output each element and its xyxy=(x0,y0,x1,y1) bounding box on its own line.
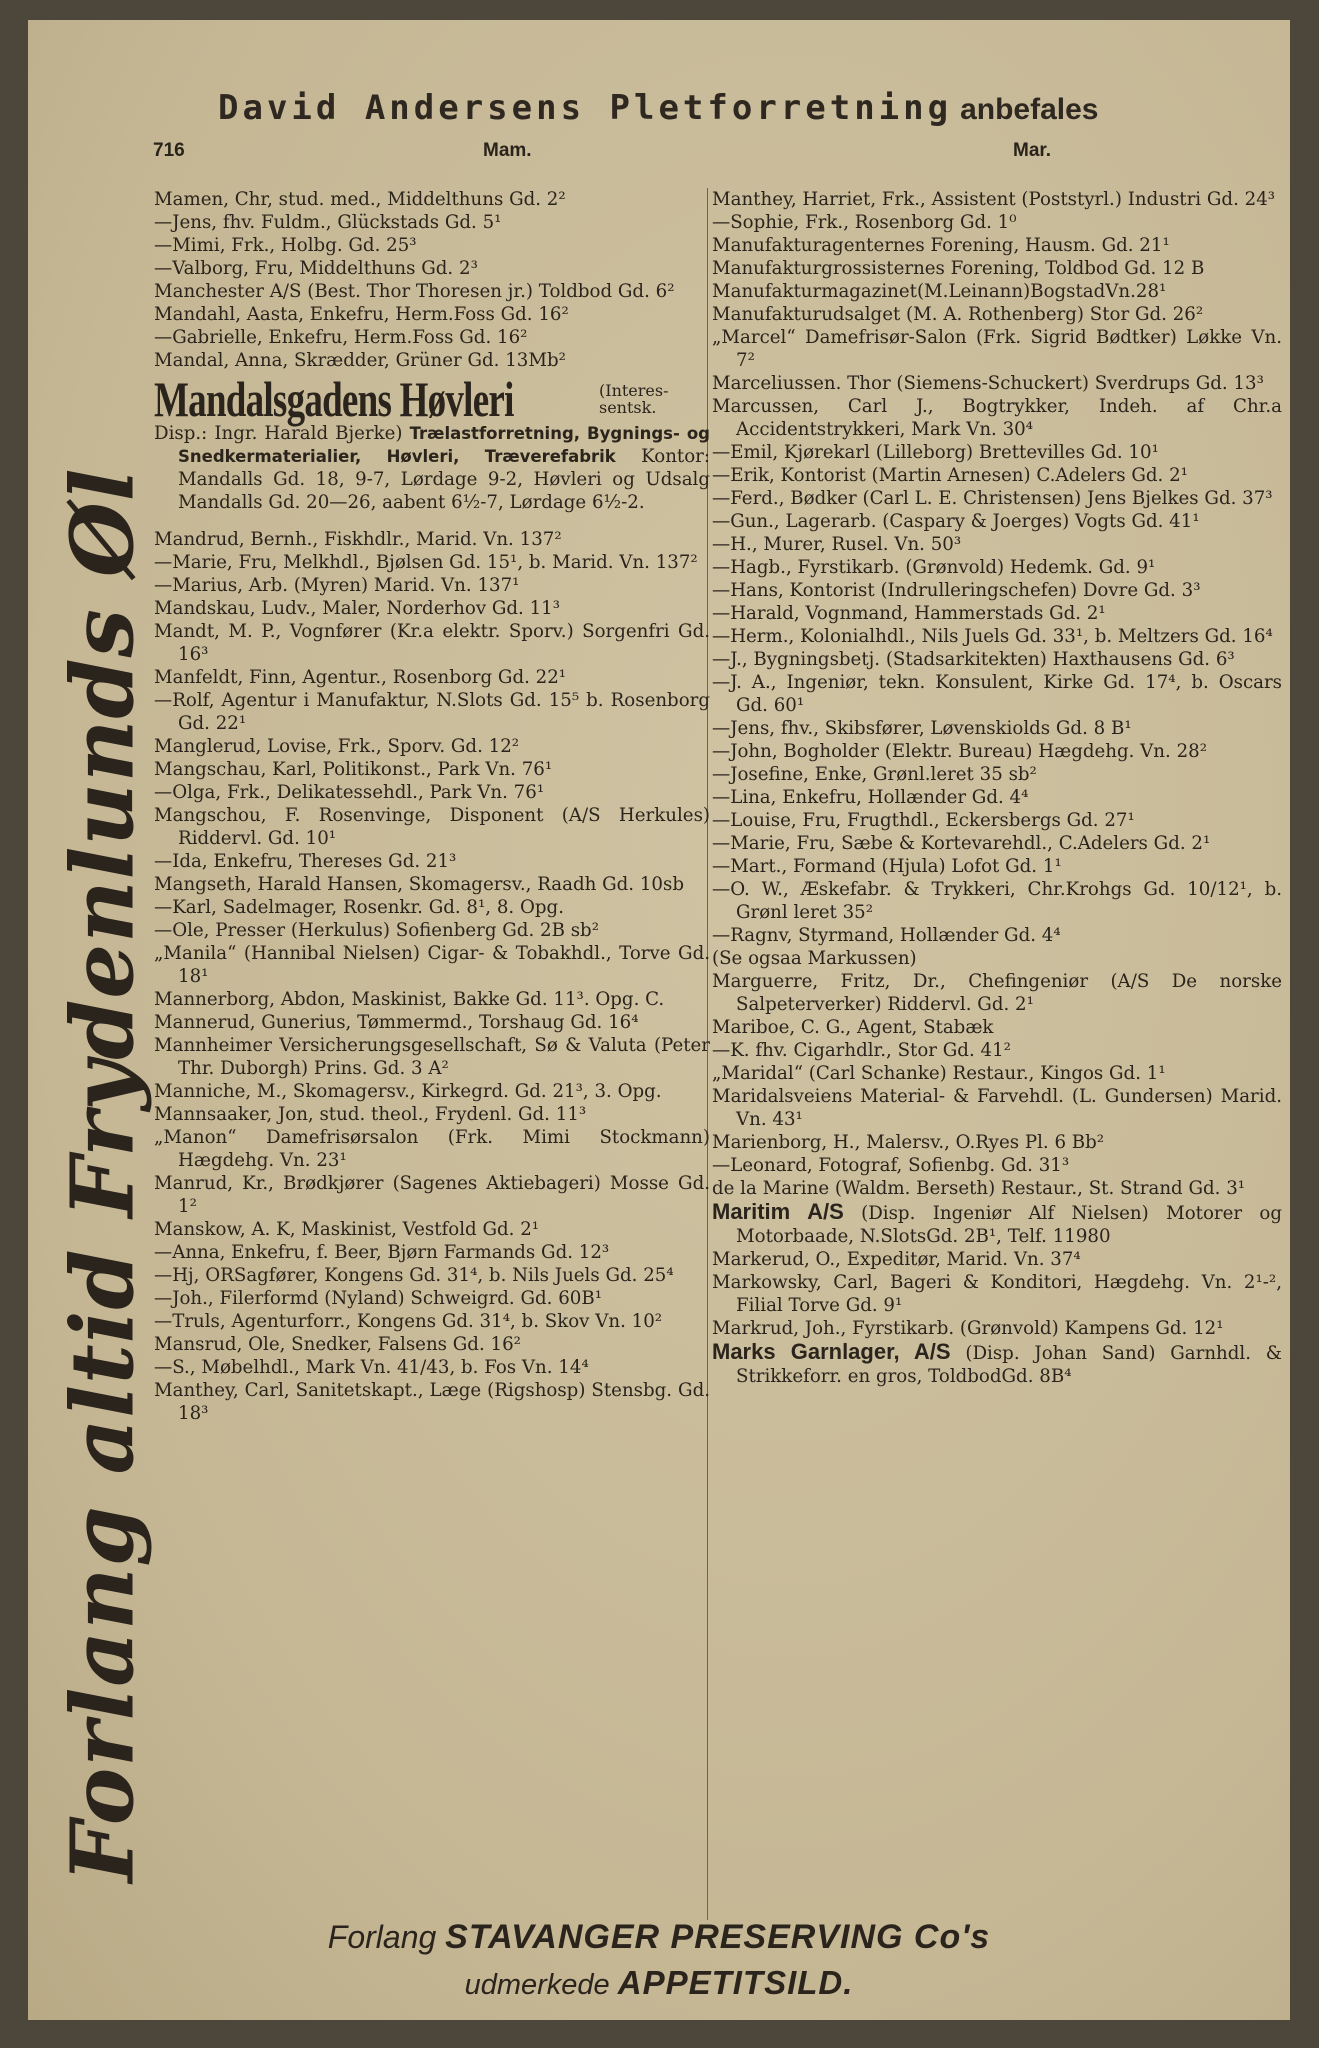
directory-entry: Mangseth, Harald Hansen, Skomagersv., Raadh Gd. 10sb xyxy=(154,874,684,895)
directory-entry: Markrud, Joh., Fyrstikarb. (Grønvold) Kampens Gd. 12¹ xyxy=(712,1318,1224,1339)
directory-entry: —Gun., Lagerarb. (Caspary & Joerges) Vogts Gd. 41¹ xyxy=(712,511,1200,532)
directory-entry: —Truls, Agenturforr., Kongens Gd. 31⁴, b. Skov Vn. 10² xyxy=(154,1311,663,1332)
directory-entry: —Karl, Sadelmager, Rosenkr. Gd. 8¹, 8. Opg. xyxy=(154,897,564,918)
advert-body-bold: Trælastforretning, Bygnings- og Snedkermaterialier, Høvleri, Træverefabrik xyxy=(178,424,710,466)
directory-entry: Manfeldt, Finn, Agentur., Rosenborg Gd. 22¹ xyxy=(154,667,567,688)
directory-entry: Manthey, Carl, Sanitetskapt., Læge (Rigshosp) Stensbg. Gd. 18³ xyxy=(154,1380,710,1424)
directory-entry: —Jens, fhv., Skibsfører, Løvenskiolds Gd. 8 B¹ xyxy=(712,718,1132,739)
directory-entry: Mandahl, Aasta, Enkefru, Herm.Foss Gd. 16² xyxy=(154,304,569,325)
directory-entry: —Hagb., Fyrstikarb. (Grønvold) Hedemk. Gd. 9¹ xyxy=(712,557,1156,578)
directory-entry: Mangschau, Karl, Politikonst., Park Vn. 76¹ xyxy=(154,759,553,780)
header-title: David Andersens Pletforretning xyxy=(218,88,953,128)
directory-entry: —Ole, Presser (Herkulus) Sofienberg Gd. 2B sb² xyxy=(154,920,599,941)
directory-entry: —Rolf, Agentur i Manufaktur, N.Slots Gd. 15⁵ b. Rosenborg Gd. 22¹ xyxy=(154,690,710,734)
footer-line-1 xyxy=(28,1918,1290,1957)
right-entries-2 xyxy=(712,1248,1282,1340)
directory-entry: Mamen, Chr, stud. med., Middelthuns Gd. 2² xyxy=(154,189,566,210)
header-advert xyxy=(218,88,1099,128)
footer-line-2-bold: APPETITSILD. xyxy=(617,1964,854,2001)
directory-entry: —Erik, Kontorist (Martin Arnesen) C.Adelers Gd. 2¹ xyxy=(712,465,1188,486)
directory-entry: —Marius, Arb. (Myren) Marid. Vn. 137¹ xyxy=(154,575,520,596)
directory-entry: Marguerre, Fritz, Dr., Chefingeniør (A/S De norske Salpeterverker) Riddervl. Gd. 2¹ xyxy=(712,971,1282,1015)
maritim-advert xyxy=(712,1200,1282,1248)
directory-entry: —Lina, Enkefru, Hollænder Gd. 4⁴ xyxy=(712,787,1029,808)
right-guide-word: Mar. xyxy=(1013,140,1052,161)
directory-entry: —Herm., Kolonialhdl., Nils Juels Gd. 33¹, b. Meltzers Gd. 16⁴ xyxy=(712,626,1273,647)
advert-body xyxy=(154,422,710,514)
directory-entry: —Marie, Fru, Melkhdl., Bjølsen Gd. 15¹, b. Marid. Vn. 137² xyxy=(154,552,698,573)
directory-page xyxy=(28,20,1290,2020)
side-advert-text: Forlang altid Frydenlunds Øl xyxy=(52,467,154,1883)
directory-entry: Mandrud, Bernh., Fiskhdlr., Marid. Vn. 137² xyxy=(154,529,562,550)
directory-entry: (Se ogsaa Markussen) xyxy=(712,948,917,969)
advert-body-post: Kontor: Mandalls Gd. 18, 9-7, Lørdage 9-2, Høvleri og Udsalg Mandalls Gd. 20—26, aabent 6½-7, Lørdage 6½-2. xyxy=(178,446,710,513)
directory-entry: Manchester A/S (Best. Thor Thoresen jr.) Toldbod Gd. 6² xyxy=(154,281,675,302)
side-advert xyxy=(48,390,158,1960)
directory-entry: —Jens, fhv. Fuldm., Glückstads Gd. 5¹ xyxy=(154,212,502,233)
directory-entry: „Marcel“ Damefrisør-Salon (Frk. Sigrid Bødtker) Løkke Vn. 7² xyxy=(712,327,1282,371)
directory-entry: Marcussen, Carl J., Bogtrykker, Indeh. af Chr.a Accidentstrykkeri, Mark Vn. 30⁴ xyxy=(712,396,1282,440)
directory-entry: —Ragnv, Styrmand, Hollænder Gd. 4⁴ xyxy=(712,925,1061,946)
directory-entry: Mannheimer Versicherungsgesellschaft, Sø & Valuta (Peter Thr. Duborgh) Prins. Gd. 3 A² xyxy=(154,1035,710,1079)
directory-entry: Manthey, Harriet, Frk., Assistent (Poststyrl.) Industri Gd. 24³ xyxy=(712,189,1276,210)
left-entries-2 xyxy=(154,528,710,1425)
directory-entry: Manrud, Kr., Brødkjører (Sagenes Aktiebageri) Mosse Gd. 1² xyxy=(154,1173,710,1217)
directory-entry: —Harald, Vognmand, Hammerstads Gd. 2¹ xyxy=(712,603,1106,624)
left-guide-word: Mam. xyxy=(483,140,532,161)
directory-entry: —Leonard, Fotograf, Sofienbg. Gd. 31³ xyxy=(712,1155,1070,1176)
advert-body-pre: Disp.: Ingr. Harald Bjerke) xyxy=(154,423,403,444)
directory-entry: —S., Møbelhdl., Mark Vn. 41/43, b. Fos Vn. 14⁴ xyxy=(154,1357,589,1378)
right-column xyxy=(712,188,1282,1388)
left-entries xyxy=(154,188,710,372)
directory-entry: Mandal, Anna, Skrædder, Grüner Gd. 13Mb² xyxy=(154,350,566,371)
directory-entry: —Mart., Formand (Hjula) Lofot Gd. 1¹ xyxy=(712,856,1062,877)
marks-text: (Disp. Johan Sand) Garnhdl. & Strikkeforr. en gros, ToldbodGd. 8B⁴ xyxy=(736,1343,1282,1387)
page-number: 716 xyxy=(153,140,185,161)
running-header xyxy=(153,140,1253,168)
directory-entry: —Hj, ORSagfører, Kongens Gd. 31⁴, b. Nils Juels Gd. 25⁴ xyxy=(154,1265,674,1286)
directory-entry: „Manila“ (Hannibal Nielsen) Cigar- & Tobakhdl., Torve Gd. 18¹ xyxy=(154,943,710,987)
footer-line-2 xyxy=(28,1964,1290,2002)
directory-entry: Manufakturmagazinet(M.Leinann)BogstadVn.28¹ xyxy=(712,281,1167,302)
directory-entry: Maridalsveiens Material- & Farvehdl. (L. Gundersen) Marid. Vn. 43¹ xyxy=(712,1086,1282,1130)
directory-entry: —Emil, Kjørekarl (Lilleborg) Brettevilles Gd. 10¹ xyxy=(712,442,1159,463)
directory-entry: —Sophie, Frk., Rosenborg Gd. 1⁰ xyxy=(712,212,1017,233)
directory-entry: Mannerborg, Abdon, Maskinist, Bakke Gd. 11³. Opg. C. xyxy=(154,989,665,1010)
directory-entry: —Louise, Fru, Frugthdl., Eckersbergs Gd. 27¹ xyxy=(712,810,1135,831)
directory-entry: —Ida, Enkefru, Thereses Gd. 21³ xyxy=(154,851,457,872)
directory-entry: —Anna, Enkefru, f. Beer, Bjørn Farmands Gd. 12³ xyxy=(154,1242,610,1263)
footer-line-2-pre: udmerkede xyxy=(464,1969,610,2001)
directory-entry: de la Marine (Waldm. Berseth) Restaur., St. Strand Gd. 3¹ xyxy=(712,1178,1246,1199)
maritim-name: Maritim A/S xyxy=(712,1199,844,1224)
header-tagline: anbefales xyxy=(960,93,1099,126)
directory-entry: Markerud, O., Expeditør, Marid. Vn. 37⁴ xyxy=(712,1249,1081,1270)
directory-entry: Mariboe, C. G., Agent, Stabæk xyxy=(712,1017,994,1038)
left-column xyxy=(154,188,710,1425)
directory-entry: —Josefine, Enke, Grønl.leret 35 sb² xyxy=(712,764,1037,785)
directory-entry: —J. A., Ingeniør, tekn. Konsulent, Kirke Gd. 17⁴, b. Oscars Gd. 60¹ xyxy=(712,672,1282,716)
right-entries xyxy=(712,188,1282,1200)
directory-entry: —John, Bogholder (Elektr. Bureau) Hægdehg. Vn. 28² xyxy=(712,741,1208,762)
advert-name: Mandalsgadens Høvleri xyxy=(154,370,514,427)
directory-entry: Mandt, M. P., Vognfører (Kr.a elektr. Sporv.) Sorgenfri Gd. 16³ xyxy=(154,621,710,665)
directory-entry: Manufakturgrossisternes Forening, Toldbod Gd. 12 B xyxy=(712,258,1205,279)
directory-entry: —Ferd., Bødker (Carl L. E. Christensen) Jens Bjelkes Gd. 37³ xyxy=(712,488,1273,509)
directory-entry: —H., Murer, Rusel. Vn. 50³ xyxy=(712,534,962,555)
directory-entry: —Gabrielle, Enkefru, Herm.Foss Gd. 16² xyxy=(154,327,528,348)
directory-entry: —Mimi, Frk., Holbg. Gd. 25³ xyxy=(154,235,417,256)
directory-entry: Mandskau, Ludv., Maler, Norderhov Gd. 11³ xyxy=(154,598,561,619)
directory-entry: Markowsky, Carl, Bageri & Konditori, Hægdehg. Vn. 2¹-², Filial Torve Gd. 9¹ xyxy=(712,1272,1282,1316)
directory-entry: Mansrud, Ole, Snedker, Falsens Gd. 16² xyxy=(154,1334,521,1355)
directory-entry: —Hans, Kontorist (Indrulleringschefen) Dovre Gd. 3³ xyxy=(712,580,1201,601)
maritim-text: (Disp. Ingeniør Alf Nielsen) Motorer og Motorbaade, N.SlotsGd. 2B¹, Telf. 11980 xyxy=(736,1203,1282,1247)
directory-entry: Manniche, M., Skomagersv., Kirkegrd. Gd. 21³, 3. Opg. xyxy=(154,1081,662,1102)
directory-entry: Manglerud, Lovise, Frk., Sporv. Gd. 12² xyxy=(154,736,520,757)
directory-entry: Mangschou, F. Rosenvinge, Disponent (A/S Herkules) Riddervl. Gd. 10¹ xyxy=(154,805,710,849)
footer-line-1-bold: STAVANGER PRESERVING Co's xyxy=(445,1918,991,1956)
advert-note: (Interes-sentsk. xyxy=(599,381,669,417)
directory-entry: „Maridal“ (Carl Schanke) Restaur., Kingos Gd. 1¹ xyxy=(712,1063,1166,1084)
footer-line-1-pre: Forlang xyxy=(327,1919,437,1955)
directory-entry: Manufakturagenternes Forening, Hausm. Gd. 21¹ xyxy=(712,235,1170,256)
directory-entry: Marceliussen. Thor (Siemens-Schuckert) Sverdrups Gd. 13³ xyxy=(712,373,1264,394)
directory-entry: —K. fhv. Cigarhdlr., Stor Gd. 41² xyxy=(712,1040,1011,1061)
directory-entry: —Marie, Fru, Sæbe & Kortevarehdl., C.Adelers Gd. 2¹ xyxy=(712,833,1211,854)
directory-entry: —O. W., Æskefabr. & Trykkeri, Chr.Krohgs Gd. 10/12¹, b. Grønl leret 35² xyxy=(712,879,1282,923)
marks-name: Marks Garnlager, A/S xyxy=(712,1339,951,1364)
directory-entry: —J., Bygningsbetj. (Stadsarkitekten) Haxthausens Gd. 6³ xyxy=(712,649,1235,670)
directory-entry: Marienborg, H., Malersv., O.Ryes Pl. 6 Bb² xyxy=(712,1132,1105,1153)
directory-entry: „Manon“ Damefrisørsalon (Frk. Mimi Stockmann) Hægdehg. Vn. 23¹ xyxy=(154,1127,710,1171)
mandalsgadens-advert xyxy=(154,370,710,427)
directory-entry: —Olga, Frk., Delikatessehdl., Park Vn. 76¹ xyxy=(154,782,545,803)
directory-entry: Mannsaaker, Jon, stud. theol., Frydenl. Gd. 11³ xyxy=(154,1104,587,1125)
directory-entry: Manskow, A. K, Maskinist, Vestfold Gd. 2¹ xyxy=(154,1219,540,1240)
directory-entry: Manufakturudsalget (M. A. Rothenberg) Stor Gd. 26² xyxy=(712,304,1204,325)
directory-entry: Mannerud, Gunerius, Tømmermd., Torshaug Gd. 16⁴ xyxy=(154,1012,639,1033)
spacer xyxy=(154,514,710,528)
directory-entry: —Joh., Filerformd (Nyland) Schweigrd. Gd. 60B¹ xyxy=(154,1288,603,1309)
directory-entry: —Valborg, Fru, Middelthuns Gd. 2³ xyxy=(154,258,478,279)
marks-advert xyxy=(712,1340,1282,1388)
